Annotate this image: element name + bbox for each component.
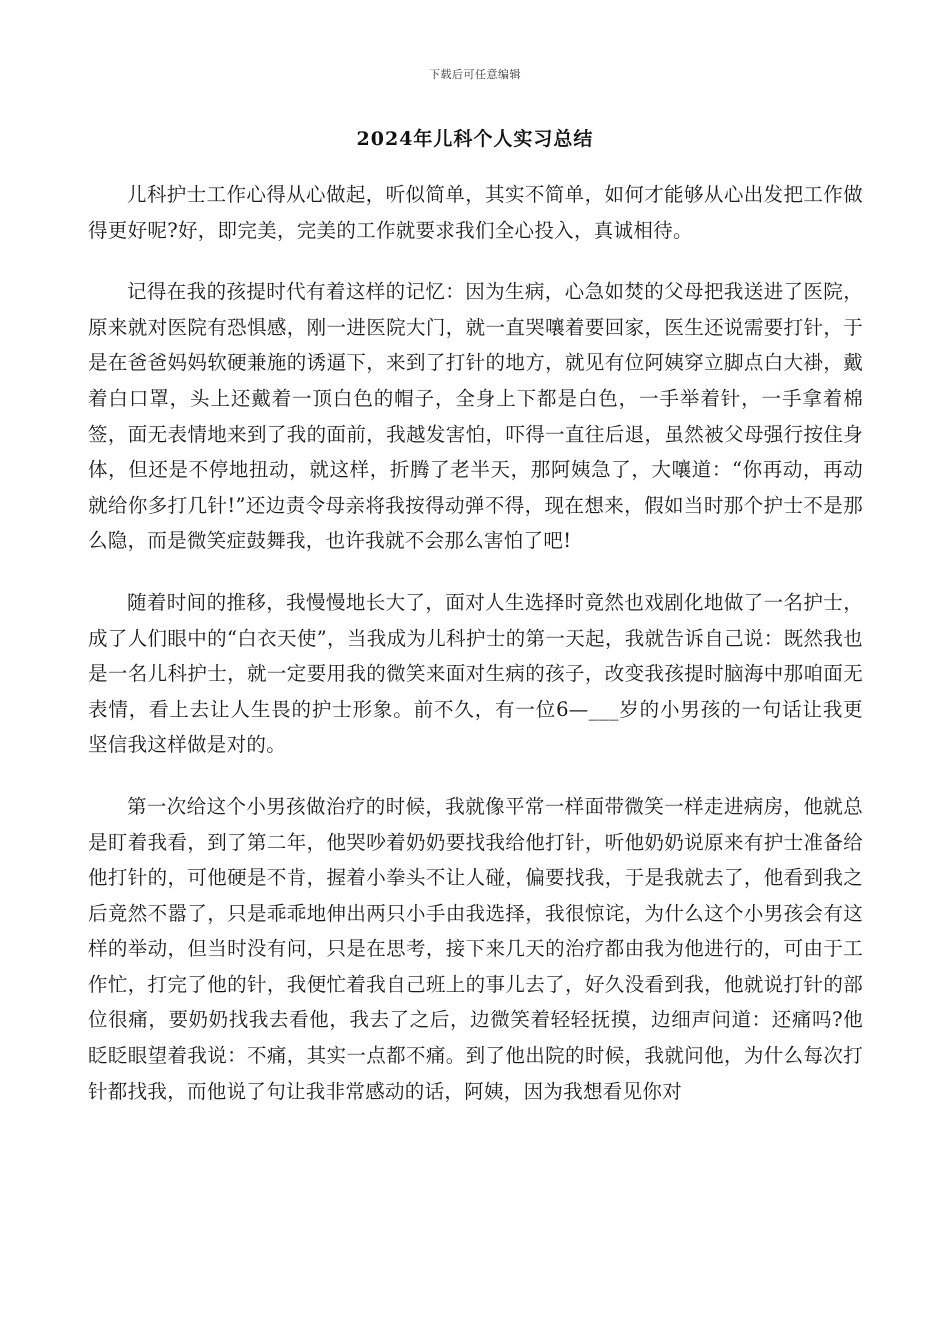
paragraph-4: 第一次给这个小男孩做治疗的时候，我就像平常一样面带微笑一样走进病房，他就总是盯着我看，到了第二年，他哭吵着奶奶要找我给他打针，听他奶奶说原来有护士准备给他打针的，可他硬是不肯，握着小拳头不让人碰，偏要找我，于是我就去了，他看到我之后竟然不嚣了，只是乖乖地伸出两只小手由我选择，我很惊诧，为什么这个小男孩会有这样的举动，但当时没有问，只是在思考，接下来几天的治疗都由我为他进行的，可由于工作忙，打完了他的针，我便忙着我自己班上的事儿去了，好久没看到我，他就说打针的部位很痛，要奶奶找我去看他，我去了之后，边微笑着轻轻抚摸，边细声问道：还痛吗?他眨眨眼望着我说：不痛，其实一点都不痛。到了他出院的时候，我就问他，为什么每次打针都找我，而他说了句让我非常感动的话，阿姨，因为我想看见你对 (88, 794, 863, 1103)
document-title: 2024年儿科个人实习总结 (356, 128, 594, 150)
paragraph-1: 儿科护士工作心得从心做起，听似简单，其实不简单，如何才能够从心出发把工作做得更好呢?好，即完美，完美的工作就要求我们全心投入，真诚相待。 (88, 183, 863, 242)
header-note: 下载后可任意编辑 (429, 68, 521, 81)
paragraph-2: 记得在我的孩提时代有着这样的记忆：因为生病，心急如焚的父母把我送进了医院，原来就对医院有恐惧感，刚一进医院大门，就一直哭嚷着要回家，医生还说需要打针，于是在爸爸妈妈软硬兼施的诱逼下，来到了打针的地方，就见有位阿姨穿立脚点白大褂，戴着白口罩，头上还戴着一顶白色的帽子，全身上下都是白色，一手举着针，一手拿着棉签，面无表情地来到了我的面前，我越发害怕，吓得一直往后退，虽然被父母强行按住身体，但还是不停地扭动，就这样，折腾了老半天，那阿姨急了，大嚷道：“你再动，再动就给你多打几针!”还边责令母亲将我按得动弹不得，现在想来，假如当时那个护士不是那么隐，而是微笑症鼓舞我，也许我就不会那么害怕了吧! (88, 280, 863, 553)
document-body (88, 177, 863, 1135)
paragraph-3: 随着时间的推移，我慢慢地长大了，面对人生选择时竟然也戏剧化地做了一名护士，成了人们眼中的“白衣天使”，当我成为儿科护士的第一天起，我就告诉自己说：既然我也是一名儿科护士，就一定要用我的微笑来面对生病的孩子，改变我孩提时脑海中那咱面无表情，看上去让人生畏的护士形象。前不久，有一位6—___岁的小男孩的一句话让我更坚信我这样做是对的。 (88, 590, 863, 757)
